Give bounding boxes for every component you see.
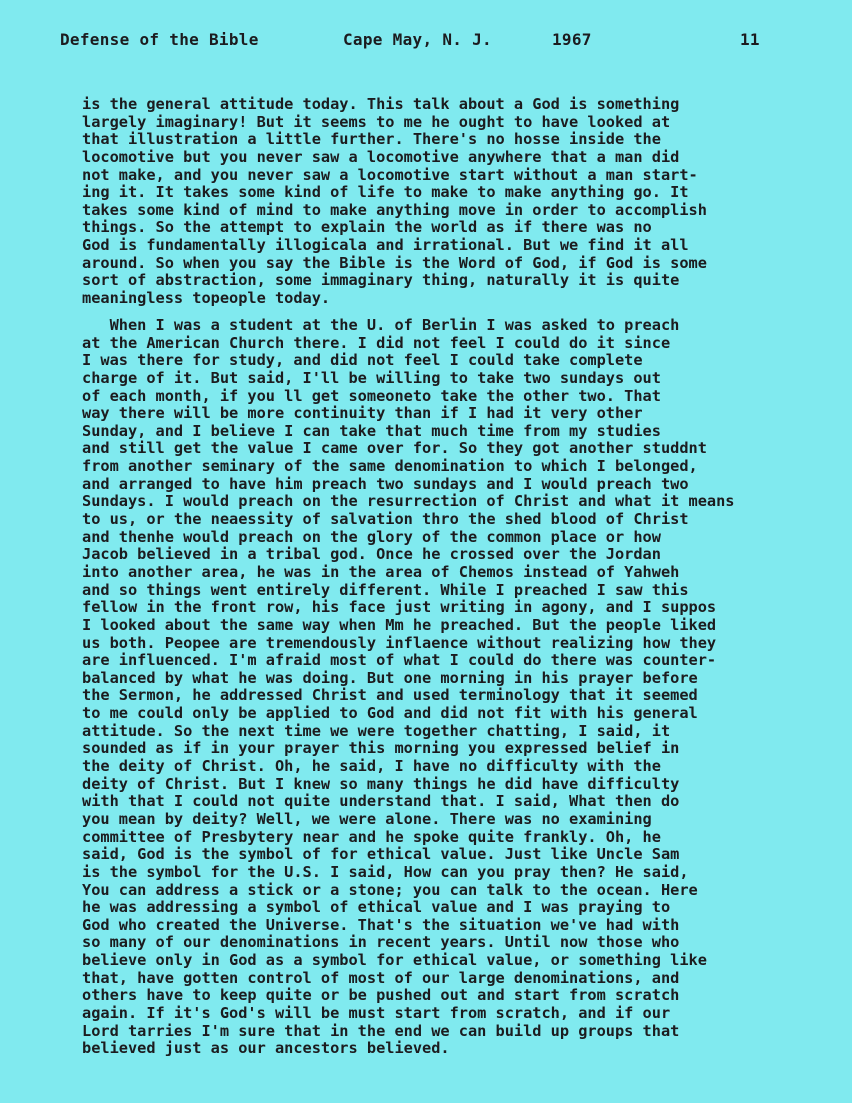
text-line: that illustration a little further. There's no hosse inside the <box>82 130 661 149</box>
text-line: are influenced. I'm afraid most of what I could do there was counter- <box>82 651 717 670</box>
text-line: around. So when you say the Bible is the Word of God, if God is some <box>82 253 707 272</box>
text-line: attitude. So the next time we were together chatting, I said, it <box>82 721 671 740</box>
text-line: meaningless topeople today. <box>82 289 331 308</box>
text-line: the Sermon, he addressed Christ and used terminology that it seemed <box>82 686 698 705</box>
text-line: deity of Christ. But I knew so many things he did have difficulty <box>82 774 680 793</box>
text-line: and arranged to have him preach two sundays and I would preach two <box>82 474 689 493</box>
text-line: You can address a stick or a stone; you can talk to the ocean. Here <box>82 880 698 899</box>
text-line: not make, and you never saw a locomotive start without a man start- <box>82 165 698 184</box>
text-line: believed just as our ancestors believed. <box>82 1039 450 1058</box>
text-line: others have to keep quite or be pushed out and start from scratch <box>82 986 680 1005</box>
text-line: sounded as if in your prayer this morning you expressed belief in <box>82 739 680 758</box>
text-line: again. If it's God's will be must start from scratch, and if our <box>82 1003 671 1022</box>
text-line: from another seminary of the same denomination to which I belonged, <box>82 457 698 476</box>
year: 1967 <box>552 30 592 49</box>
text-line: and thenhe would preach on the glory of the common place or how <box>82 527 661 546</box>
text-line: you mean by deity? Well, we were alone. There was no examining <box>82 809 652 828</box>
text-line: takes some kind of mind to make anything move in order to accomplish <box>82 200 707 219</box>
paragraph-1 <box>82 96 822 308</box>
text-line: and so things went entirely different. While I preached I saw this <box>82 580 689 599</box>
text-line: to me could only be applied to God and did not fit with his general <box>82 704 698 723</box>
text-line: is the general attitude today. This talk about a God is something <box>82 95 680 113</box>
text-line: fellow in the front row, his face just writing in agony, and I suppos <box>82 598 717 617</box>
text-line: and still get the value I came over for. So they got another studdnt <box>82 439 707 458</box>
text-line: at the American Church there. I did not feel I could do it since <box>82 333 671 352</box>
text-line: to us, or the neaessity of salvation thro the shed blood of Christ <box>82 510 689 529</box>
text-line: charge of it. But said, I'll be willing to take two sundays out <box>82 368 661 387</box>
text-line: he was addressing a symbol of ethical value and I was praying to <box>82 898 671 917</box>
text-line: that, have gotten control of most of our large denominations, and <box>82 968 680 987</box>
text-line: God is fundamentally illogicala and irrational. But we find it all <box>82 236 689 255</box>
text-line: I was there for study, and did not feel I could take complete <box>82 351 643 370</box>
text-line: said, God is the symbol of for ethical value. Just like Uncle Sam <box>82 845 680 864</box>
text-line: believe only in God as a symbol for ethical value, or something like <box>82 951 707 970</box>
text-line: ing it. It takes some kind of life to make to make anything go. It <box>82 183 689 202</box>
text-line: sort of abstraction, some immaginary thing, naturally it is quite <box>82 271 680 290</box>
document-title: Defense of the Bible <box>60 30 259 49</box>
text-line: committee of Presbytery near and he spoke quite frankly. Oh, he <box>82 827 661 846</box>
text-line: I looked about the same way when Mm he preached. But the people liked <box>82 615 717 634</box>
page-header <box>60 30 780 52</box>
text-line: balanced by what he was doing. But one morning in his prayer before <box>82 668 698 687</box>
text-line: of each month, if you ll get someoneto take the other two. That <box>82 386 661 405</box>
text-line: the deity of Christ. Oh, he said, I have no difficulty with the <box>82 757 661 776</box>
text-line: Jacob believed in a tribal god. Once he crossed over the Jordan <box>82 545 661 564</box>
paragraph-2 <box>82 317 822 1058</box>
text-line: so many of our denominations in recent years. Until now those who <box>82 933 680 952</box>
text-line: God who created the Universe. That's the situation we've had with <box>82 915 680 934</box>
text-line: into another area, he was in the area of Chemos instead of Yahweh <box>82 562 680 581</box>
location: Cape May, N. J. <box>343 30 492 49</box>
text-line: us both. Peopee are tremendously inflaence without realizing how they <box>82 633 717 652</box>
text-line: Sundays. I would preach on the resurrection of Christ and what it means <box>82 492 735 511</box>
text-line: Lord tarries I'm sure that in the end we can build up groups that <box>82 1021 680 1040</box>
page-number: 11 <box>740 30 760 49</box>
text-line: Sunday, and I believe I can take that much time from my studies <box>82 421 661 440</box>
text-line: with that I could not quite understand that. I said, What then do <box>82 792 680 811</box>
text-line: is the symbol for the U.S. I said, How can you pray then? He said, <box>82 862 689 881</box>
text-line: way there will be more continuity than if I had it very other <box>82 404 643 423</box>
text-line: largely imaginary! But it seems to me he ought to have looked at <box>82 112 671 131</box>
text-line: When I was a student at the U. of Berlin I was asked to preach <box>82 316 680 334</box>
text-line: locomotive but you never saw a locomotive anywhere that a man did <box>82 147 680 166</box>
text-line: things. So the attempt to explain the world as if there was no <box>82 218 652 237</box>
